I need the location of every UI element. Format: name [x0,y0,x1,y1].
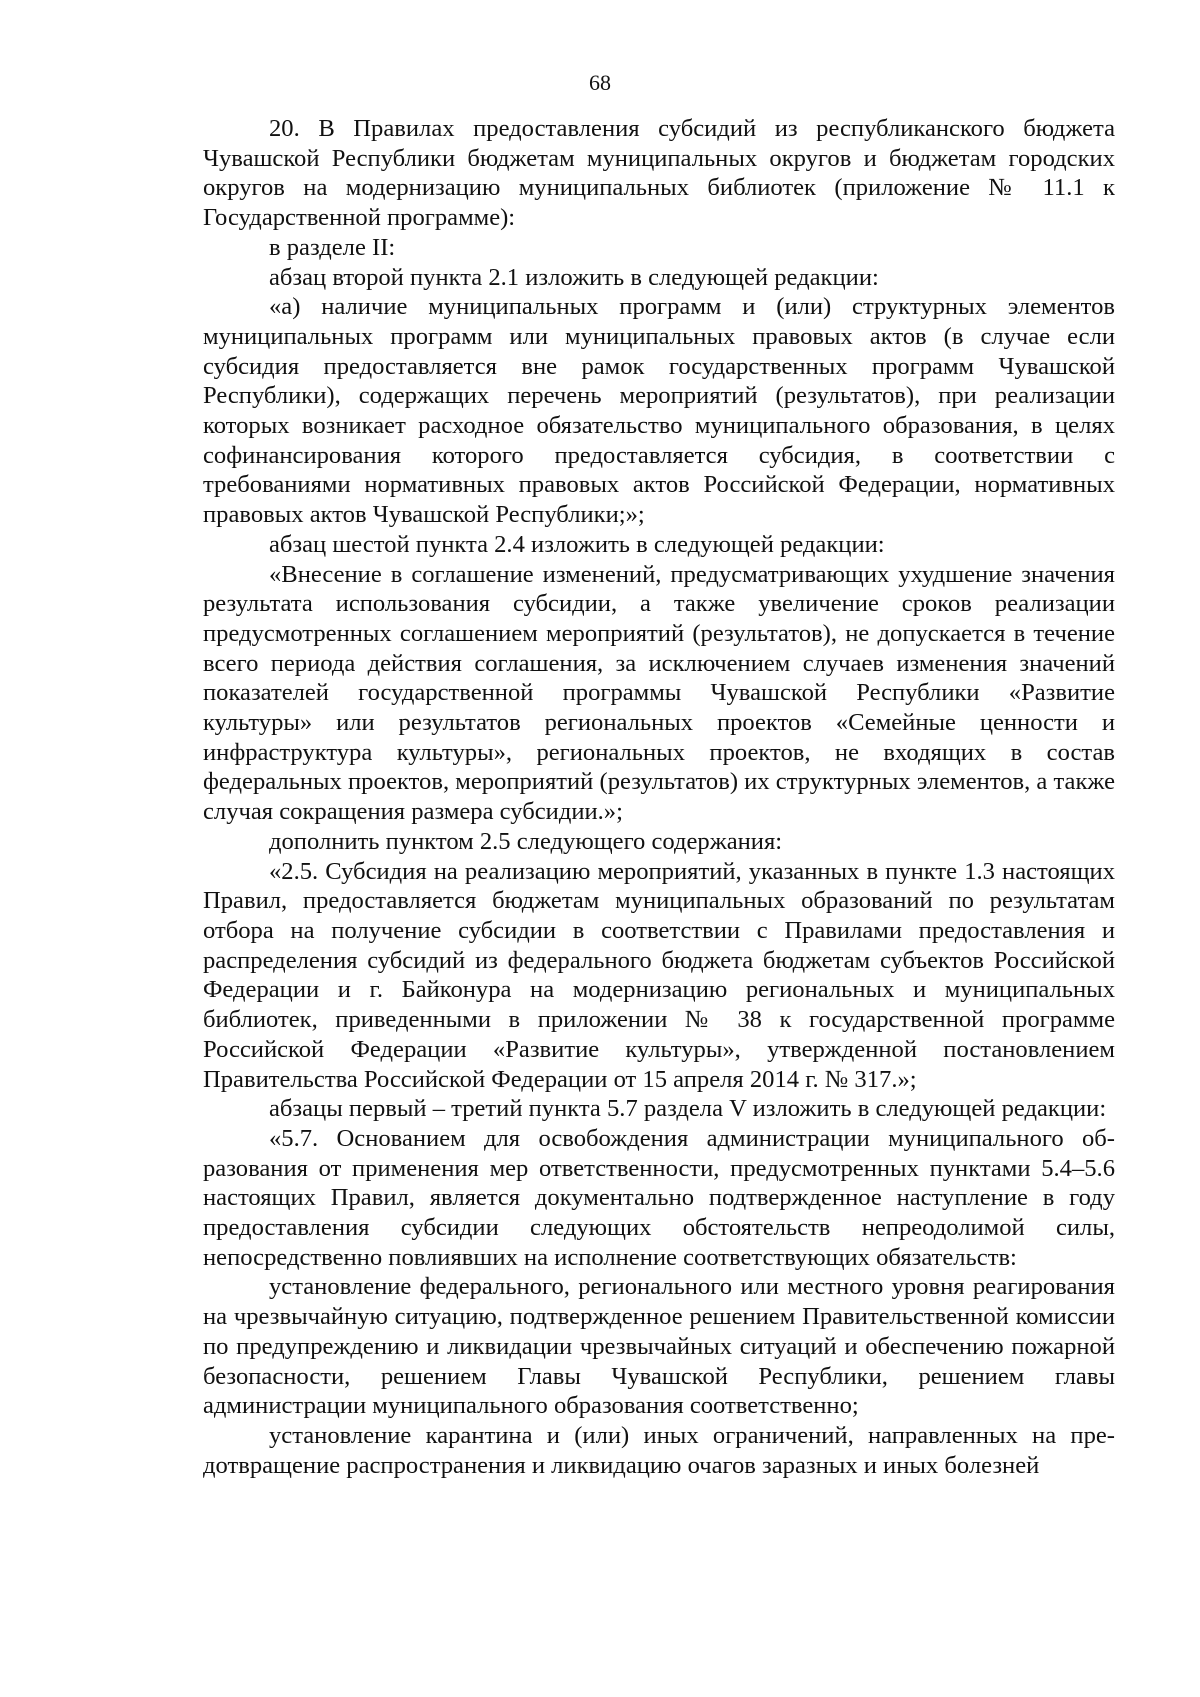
paragraph-item-20: 20. В Правилах предоставления субсидий из республиканского бюджета Чувашской Республики бюджетам муниципальных округов и бюджетам городских округов на модернизацию муниципальных библиотек (приложение № 11.1 к Государственной программе): [203,115,1115,232]
paragraph-quote: «а) наличие муниципальных программ и (или) структурных элементов муниципальных программ или муниципальных правовых актов (в случае если субсидия предоставляется вне рамок государственных программ Чувашской Республики), содержащих перечень мероприятий (результатов), при реализации которых возникает расходное обязательство муниципального образования, в целях софинансирования которого предоставляется субсидия, в соответствии с требованиями нормативных правовых актов Российской Федерации, нормативных правовых актов Чувашской Республики;»; [203,293,1115,529]
paragraph-instruction: абзац шестой пункта 2.4 изложить в следующей редакции: [269,530,885,558]
page-number: 68 [589,70,611,95]
paragraph-quote: «2.5. Субсидия на реализацию мероприятий, указанных в пункте 1.3 настоящих Правил, предоставляется бюджетам муниципальных образований по результатам отбора на получение субсидии в соответствии с Правилами предоставления и распределения субсидий из федерального бюджета бюджетам субъектов Российской Федерации и г. Байконура на модернизацию региональных и муниципальных библиотек, приведенными в приложении № 38 к государственной программе Российской Федерации «Развитие культуры», утвержденной постановлением Правительства Российской Федерации от 15 апреля 2014 г. № 317.»; [203,857,1115,1093]
document-body [203,114,1115,1480]
paragraph-instruction: абзац второй пункта 2.1 изложить в следующей редакции: [269,263,879,291]
paragraph-quote: «Внесение в соглашение изменений, предусматривающих ухудшение значения результата использования субсидии, а также увеличение сроков реализации предусмотренных соглашением мероприятий (результатов), не допускается в течение всего периода действия соглашения, за исключением случаев изменения значений показателей государственной программы Чувашской Республики «Развитие культуры» или результатов региональных проектов «Семейные ценности и инфраструктура культуры», региональных проектов, не входящих в состав федеральных проектов, мероприятий (результатов) их структурных элементов, а также случая сокращения размера субсидии.»; [203,560,1115,826]
paragraph-section-ii: в разделе II: [269,233,396,261]
paragraph-instruction: абзацы первый – третий пункта 5.7 раздела V изложить в следующей редакции: [269,1095,1107,1123]
paragraph-quote-continued: установление федерального, регионального или местного уровня реагирования на чрезвычайную ситуацию, подтвержденное решением Правительственной комиссии по предупреждению и ликвидации чрезвычайных ситуаций и обеспечению пожарной безопасности, решением Главы Чувашской Республики, решением главы администрации муниципального образования соответственно; [203,1273,1115,1420]
paragraph-quote: «5.7. Основанием для освобождения администрации муниципального образования от применения мер ответственности, предусмотренных пунктами 5.4–5.6 настоящих Правил, является документально подтвержденное наступление в году предоставления субсидии следующих обстоятельств непреодолимой силы, непосредственно повлиявших на исполнение соответствующих обязательств: [203,1124,1115,1271]
paragraph-instruction: дополнить пунктом 2.5 следующего содержания: [269,827,783,855]
paragraph-quote-continued: установление карантина и (или) иных ограничений, направленных на предотвращение распространения и ликвидацию очагов заразных и иных болезней [203,1421,1115,1479]
